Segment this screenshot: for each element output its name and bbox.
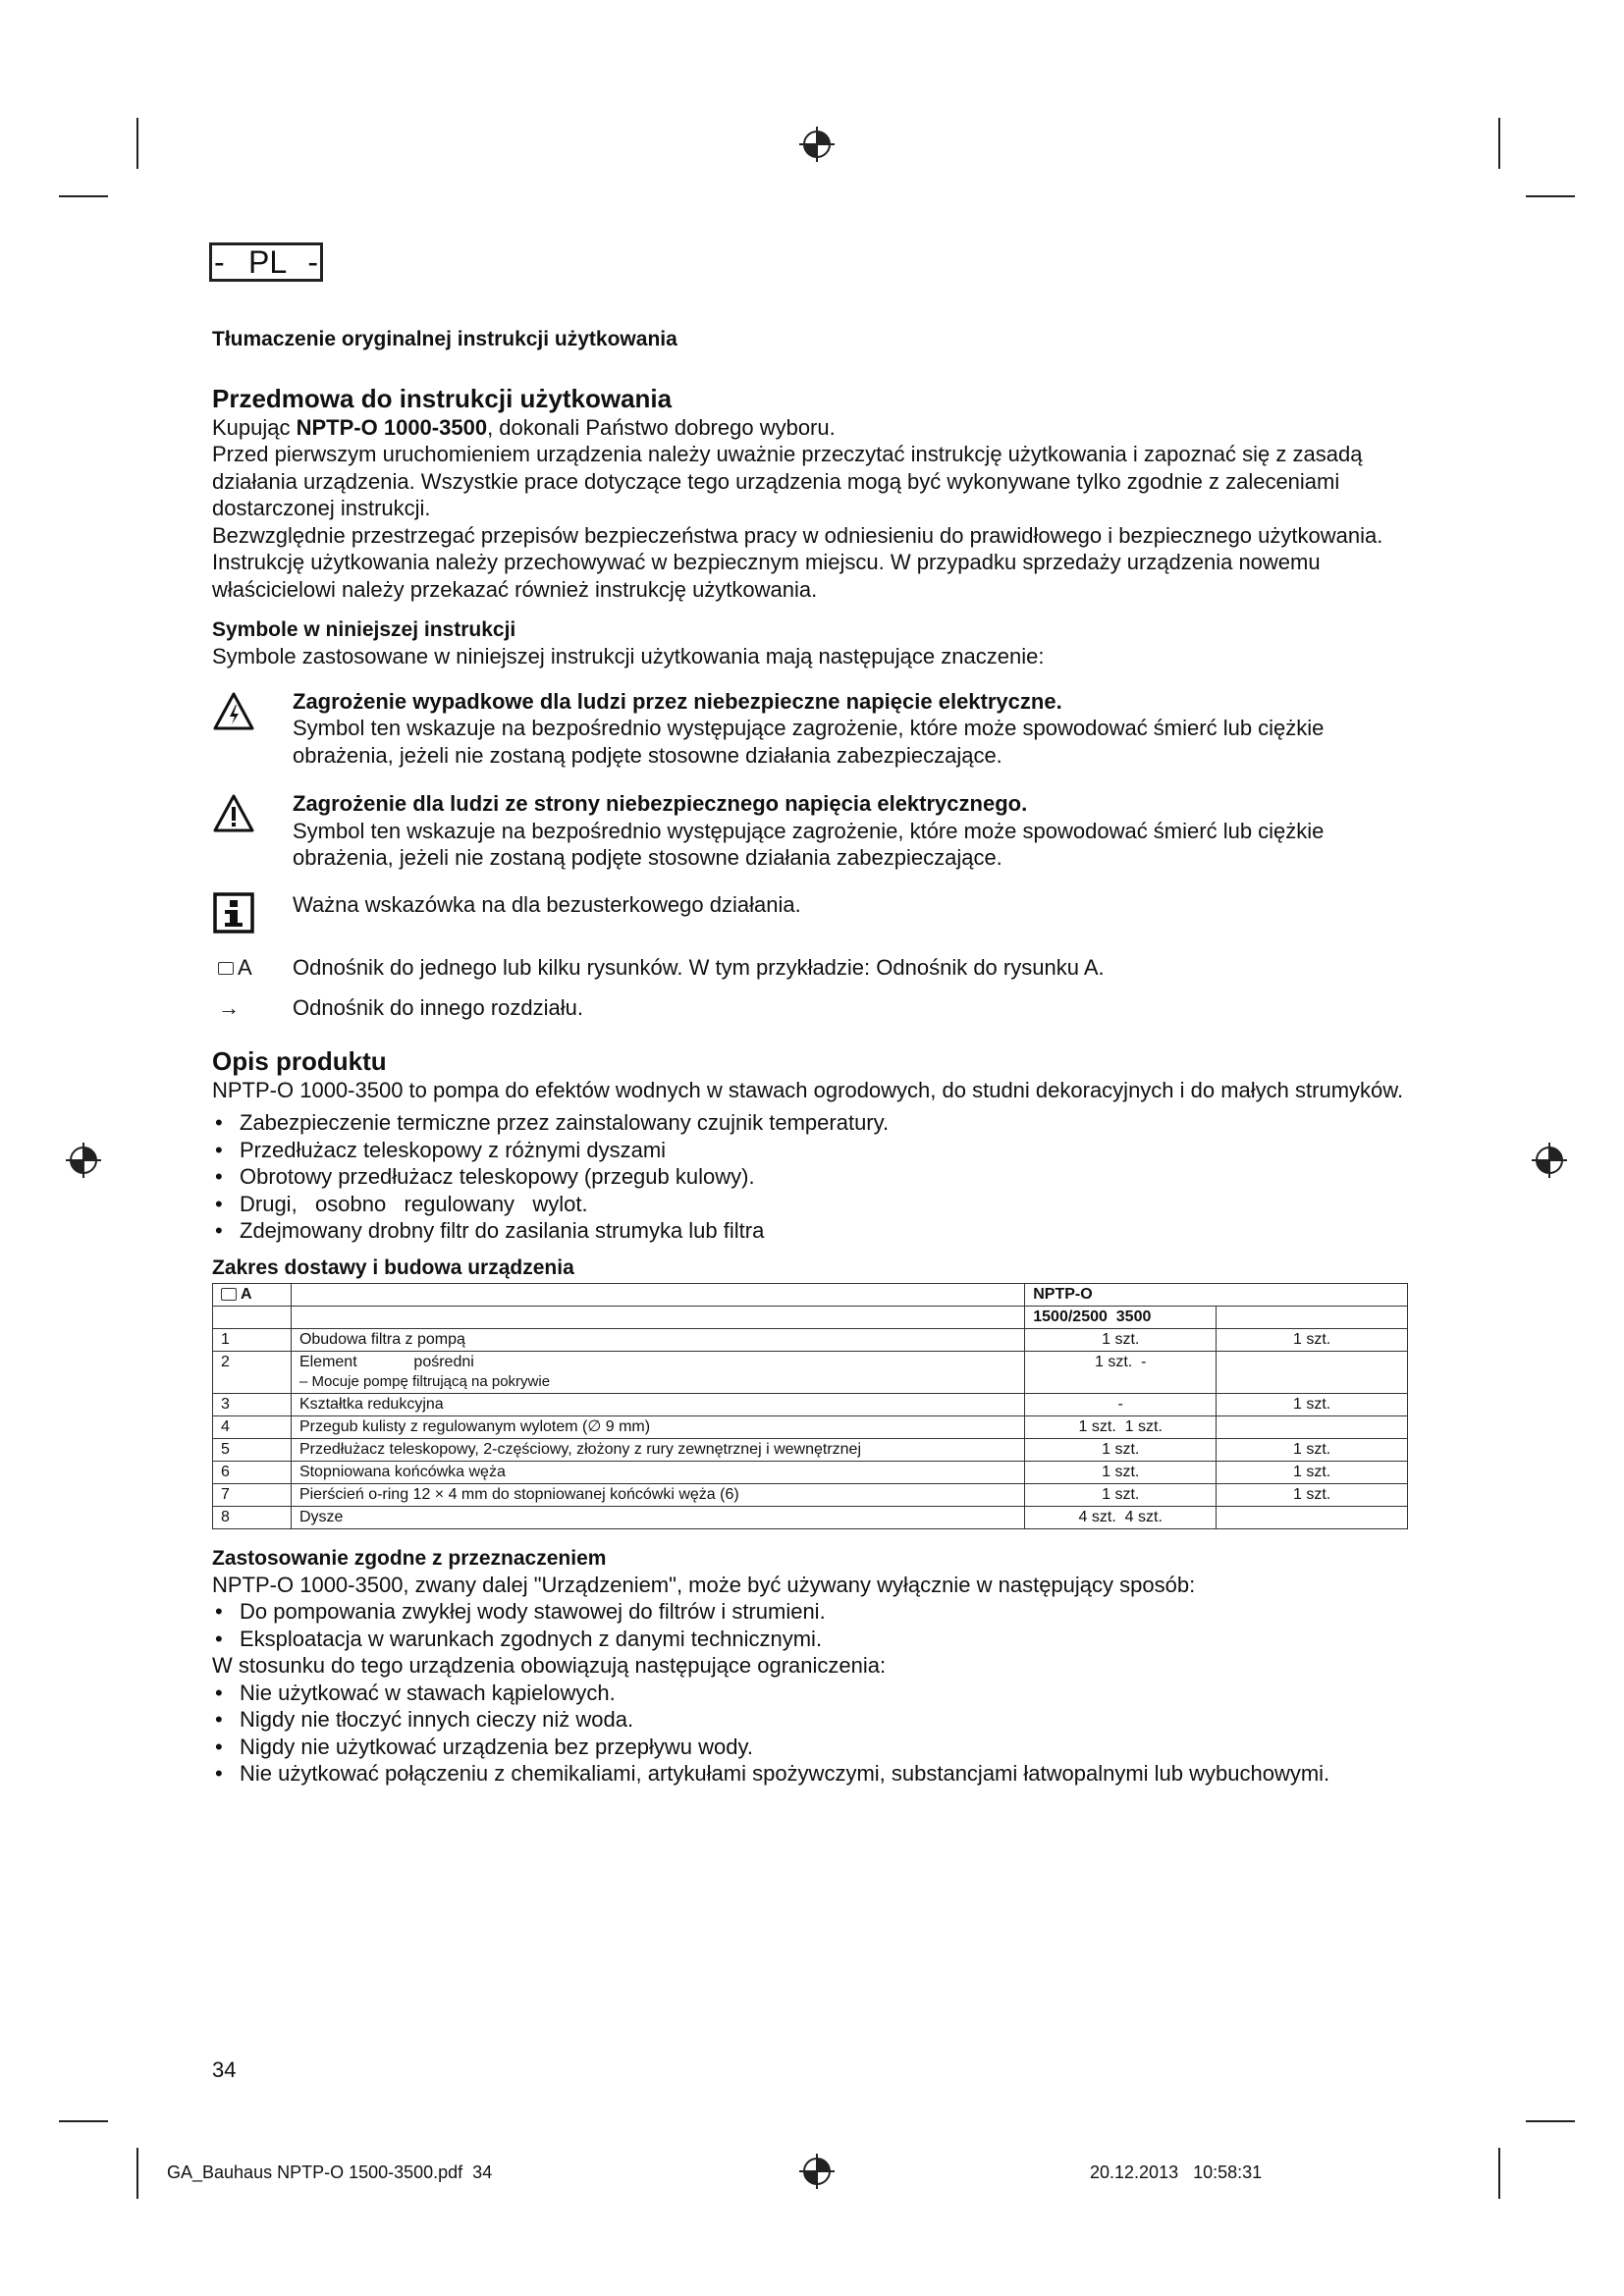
symbol-text: Ważna wskazówka na dla bezusterkowego działania. — [293, 891, 801, 917]
item-quantity: 1 szt. 1 szt. — [1025, 1415, 1217, 1438]
symbol-item — [212, 688, 1414, 770]
item-description: Stopniowana końcówka węża — [291, 1461, 1024, 1483]
symbol-title: Zagrożenie dla ludzi ze strony niebezpiecznego napięcia elektrycznego. — [293, 791, 1028, 816]
item-number: 5 — [213, 1438, 292, 1461]
chapter-reference — [212, 994, 1414, 1022]
badge-dash: - — [307, 244, 318, 280]
list-item: • Nigdy nie tłoczyć innych cieczy niż woda. — [212, 1706, 1414, 1734]
list-item: • Drugi, osobno regulowany wylot. — [212, 1191, 1414, 1218]
item-quantity: 1 szt. — [1217, 1461, 1408, 1483]
item-description: Przedłużacz teleskopowy, 2-częściowy, złożony z rury zewnętrznej i wewnętrznej — [291, 1438, 1024, 1461]
table-header-row — [213, 1283, 1408, 1306]
item-description: Kształtka redukcyjna — [291, 1393, 1024, 1415]
item-description: Element pośredni — [298, 1353, 474, 1370]
language-badge — [209, 242, 323, 282]
language-code: PL — [248, 244, 288, 280]
item-quantity: 1 szt. — [1217, 1393, 1408, 1415]
list-item: • Nie użytkować w stawach kąpielowych. — [212, 1680, 1414, 1707]
table-row — [213, 1415, 1408, 1438]
item-quantity: 1 szt. — [1025, 1483, 1217, 1506]
document-title: Tłumaczenie oryginalnej instrukcji użytkowania — [212, 328, 677, 350]
figure-letter: A — [238, 954, 252, 980]
figure-reference-symbol — [218, 954, 252, 982]
list-item: • Zdejmowany drobny filtr do zasilania strumyka lub filtra — [212, 1217, 1414, 1245]
feature-list — [212, 1109, 1414, 1245]
restrictions-intro: W stosunku do tego urządzenia obowiązują następujące ograniczenia: — [212, 1653, 887, 1678]
figure-letter: A — [241, 1285, 252, 1303]
arrow-right-icon: → — [218, 995, 240, 1020]
warning-icon — [212, 792, 255, 835]
item-quantity: 1 szt. — [1025, 1438, 1217, 1461]
item-description: Przegub kulisty z regulowanym wylotem (∅ 9 mm) — [291, 1415, 1024, 1438]
item-quantity: 1 szt. - — [1025, 1351, 1217, 1393]
table-cell — [213, 1306, 292, 1328]
foreword-paragraph: Bezwzględnie przestrzegać przepisów bezpieczeństwa pracy w odniesieniu do prawidłowego i bezpiecznego użytkowania. — [212, 522, 1383, 548]
scope-table — [212, 1283, 1408, 1529]
item-quantity — [1217, 1415, 1408, 1438]
crop-mark — [136, 2148, 138, 2199]
crop-mark — [59, 2120, 108, 2122]
uses-list — [212, 1598, 1414, 1652]
restrictions-list — [212, 1680, 1414, 1788]
date-slug: 20.12.2013 10:58:31 — [1090, 2163, 1263, 2182]
item-quantity — [1217, 1351, 1408, 1393]
table-cell — [1217, 1306, 1408, 1328]
list-item: • Do pompowania zwykłej wody stawowej do filtrów i strumieni. — [212, 1598, 1414, 1626]
list-item: • Nigdy nie użytkować urządzenia bez przepływu wody. — [212, 1734, 1414, 1761]
symbol-item — [212, 790, 1414, 872]
electric-warning-icon — [212, 690, 255, 733]
table-row — [213, 1461, 1408, 1483]
symbols-intro: Symbole zastosowane w niniejszej instrukcji użytkowania mają następujące znaczenie: — [212, 644, 1045, 668]
crop-mark — [136, 118, 138, 169]
table-row — [213, 1351, 1408, 1393]
table-cell — [291, 1283, 1024, 1306]
item-number: 4 — [213, 1415, 292, 1438]
foreword-paragraph: Instrukcję użytkowania należy przechowywać w bezpiecznym miejscu. W przypadku sprzedaży urządzenia nowemu właścicielowi należy przekazać również instrukcję użytkowania. — [212, 550, 1321, 602]
item-description: Dysze — [291, 1506, 1024, 1528]
model-column-header: NPTP-O — [1025, 1283, 1408, 1306]
figure-box-icon — [221, 1288, 237, 1301]
intended-use-heading: Zastosowanie zgodne z przeznaczeniem — [212, 1546, 607, 1570]
symbol-text: Symbol ten wskazuje na bezpośrednio występujące zagrożenie, które może spowodować śmierć lub ciężkie obrażenia, jeżeli nie zostaną podjęte stosowne działania zabezpieczające. — [293, 716, 1325, 768]
page-content — [212, 319, 1414, 1788]
crop-mark — [1498, 118, 1500, 169]
symbol-text: Symbol ten wskazuje na bezpośrednio występujące zagrożenie, które może spowodować śmierć lub ciężkie obrażenia, jeżeli nie zostaną podjęte stosowne działania zabezpieczające. — [293, 818, 1325, 870]
crop-mark — [59, 195, 108, 197]
item-number: 7 — [213, 1483, 292, 1506]
item-quantity: 1 szt. — [1217, 1328, 1408, 1351]
chapter-reference-text: Odnośnik do innego rozdziału. — [293, 995, 583, 1020]
symbol-item — [212, 891, 1414, 940]
product-intro: NPTP-O 1000-3500 to pompa do efektów wodnych w stawach ogrodowych, do studni dekoracyjnych i do małych strumyków. — [212, 1077, 1404, 1102]
item-number: 3 — [213, 1393, 292, 1415]
table-row — [213, 1393, 1408, 1415]
registration-mark-icon — [64, 1141, 103, 1180]
item-quantity: 1 szt. — [1217, 1483, 1408, 1506]
table-header-row — [213, 1306, 1408, 1328]
item-number: 2 — [213, 1351, 292, 1393]
item-number: 8 — [213, 1506, 292, 1528]
foreword-paragraph: Przed pierwszym uruchomieniem urządzenia należy uważnie przeczytać instrukcję użytkowania i zapoznać się z zasadą działania urządzenia. Wszystkie prace dotyczące tego urządzenia mogą być wykonywane tylko zgodnie z zaleceniami dostarczonej instrukcji. — [212, 442, 1363, 520]
variants-header: 1500/2500 3500 — [1025, 1306, 1217, 1328]
item-description-cell — [291, 1351, 1024, 1393]
intended-use-intro: NPTP-O 1000-3500, zwany dalej "Urządzeniem", może być używany wyłącznie w następujący sposób: — [212, 1572, 1196, 1597]
registration-mark-icon — [797, 2152, 837, 2191]
item-quantity: 4 szt. 4 szt. — [1025, 1506, 1217, 1528]
figure-box-icon — [218, 962, 234, 975]
table-row — [213, 1438, 1408, 1461]
table-cell — [291, 1306, 1024, 1328]
registration-mark-icon — [1530, 1141, 1569, 1180]
item-quantity: 1 szt. — [1217, 1438, 1408, 1461]
table-row — [213, 1506, 1408, 1528]
intro-text: Kupując — [212, 414, 297, 440]
badge-dash: - — [214, 244, 225, 280]
item-description-note: – Mocuje pompę filtrującą na pokrywie — [298, 1372, 551, 1390]
crop-mark — [1526, 2120, 1575, 2122]
scope-heading: Zakres dostawy i budowa urządzenia — [212, 1255, 574, 1279]
product-name: NPTP-O 1000-3500 — [296, 414, 488, 440]
foreword-intro — [212, 414, 1414, 442]
item-description: Obudowa filtra z pompą — [291, 1328, 1024, 1351]
list-item: • Nie użytkować połączeniu z chemikaliami, artykułami spożywczymi, substancjami łatwopalnymi lub wybuchowymi. — [212, 1760, 1414, 1788]
info-icon — [212, 891, 255, 934]
crop-mark — [1526, 195, 1575, 197]
item-quantity: 1 szt. — [1025, 1328, 1217, 1351]
foreword-heading: Przedmowa do instrukcji użytkowania — [212, 383, 673, 413]
symbol-title: Zagrożenie wypadkowe dla ludzi przez niebezpieczne napięcie elektryczne. — [293, 688, 1062, 714]
list-item: • Obrotowy przedłużacz teleskopowy (przegub kulowy). — [212, 1163, 1414, 1191]
list-item: • Eksploatacja w warunkach zgodnych z danymi technicznymi. — [212, 1626, 1414, 1653]
table-row — [213, 1483, 1408, 1506]
item-quantity: - — [1025, 1393, 1217, 1415]
item-quantity: 1 szt. — [1025, 1461, 1217, 1483]
list-item: • Przedłużacz teleskopowy z różnymi dyszami — [212, 1137, 1414, 1164]
product-heading: Opis produktu — [212, 1045, 387, 1076]
table-row — [213, 1328, 1408, 1351]
registration-mark-icon — [797, 125, 837, 164]
item-quantity — [1217, 1506, 1408, 1528]
item-number: 1 — [213, 1328, 292, 1351]
intro-text: , dokonali Państwo dobrego wyboru. — [487, 414, 836, 440]
page-number: 34 — [212, 2057, 237, 2082]
figure-column-header — [213, 1283, 292, 1306]
list-item: • Zabezpieczenie termiczne przez zainstalowany czujnik temperatury. — [212, 1109, 1414, 1137]
symbols-heading: Symbole w niniejszej instrukcji — [212, 618, 516, 641]
item-number: 6 — [213, 1461, 292, 1483]
crop-mark — [1498, 2148, 1500, 2199]
figure-reference — [212, 954, 1414, 982]
figure-reference-text: Odnośnik do jednego lub kilku rysunków. W tym przykładzie: Odnośnik do rysunku A. — [293, 954, 1105, 980]
item-description: Pierścień o-ring 12 × 4 mm do stopniowanej końcówki węża (6) — [291, 1483, 1024, 1506]
file-slug: GA_Bauhaus NPTP-O 1500-3500.pdf 34 — [167, 2163, 493, 2182]
